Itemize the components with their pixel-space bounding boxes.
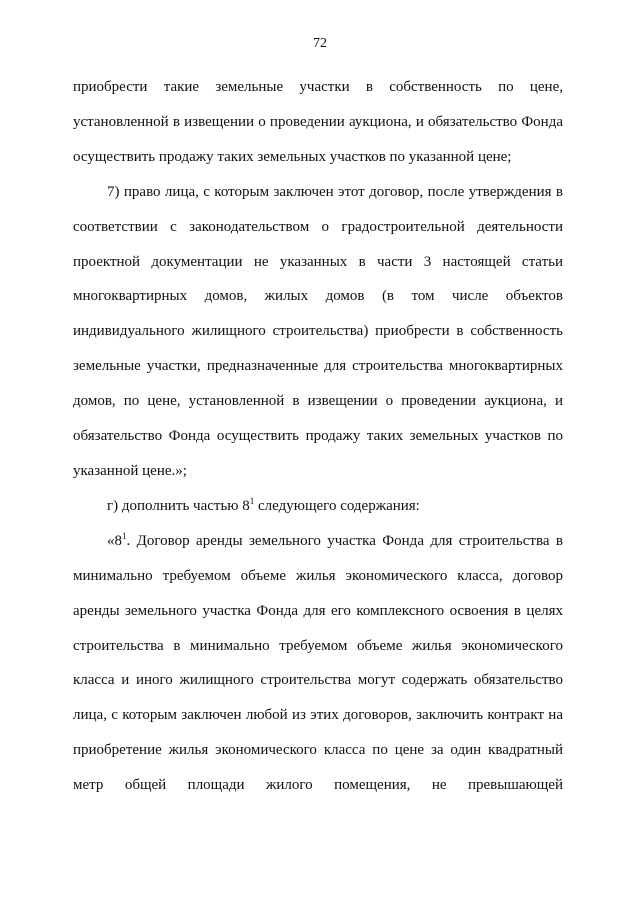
paragraph-part-8-1-text-start: «8 (107, 532, 122, 549)
document-body (73, 70, 563, 803)
superscript-number: 1 (122, 530, 127, 541)
paragraph-amendment-g (73, 489, 563, 524)
paragraph-amendment-g-text-start: г) дополнить частью 8 (107, 497, 250, 514)
paragraph-part-8-1 (73, 524, 563, 803)
page-number: 72 (313, 36, 327, 51)
paragraph-part-8-1-text-end: . Договор аренды земельного участка Фонда для строительства в минимально требуемом объеме жилья экономического класса, договор аренды земельного участка Фонда для его комплексного освоения в целях строительства в минимально требуемом объеме жилья экономического класса и иного жилищного строительства могут содержать обязательство лица, с которым заключен любой из этих договоров, заключить контракт на приобретение жилья экономического класса по цене за один квадратный метр общей площади жилого помещения, не превышающей (73, 532, 563, 794)
paragraph-amendment-g-text-end: следующего содержания: (254, 497, 420, 514)
paragraph-item-7: 7) право лица, с которым заключен этот договор, после утверждения в соответствии с законодательством о градостроительной деятельности проектной документации не указанных в части 3 настоящей статьи многоквартирных домов, жилых домов (в том числе объектов индивидуального жилищного строительства) приобрести в собственность земельные участки, предназначенные для строительства многоквартирных домов, по цене, установленной в извещении о проведении аукциона, и обязательство Фонда осуществить продажу таких земельных участков по указанной цене.»; (73, 183, 563, 479)
superscript-number: 1 (249, 495, 255, 506)
paragraph-continuation: приобрести такие земельные участки в собственность по цене, установленной в извещении о проведении аукциона, и обязательство Фонда осуществить продажу таких земельных участков по указанной цене; (73, 79, 563, 165)
